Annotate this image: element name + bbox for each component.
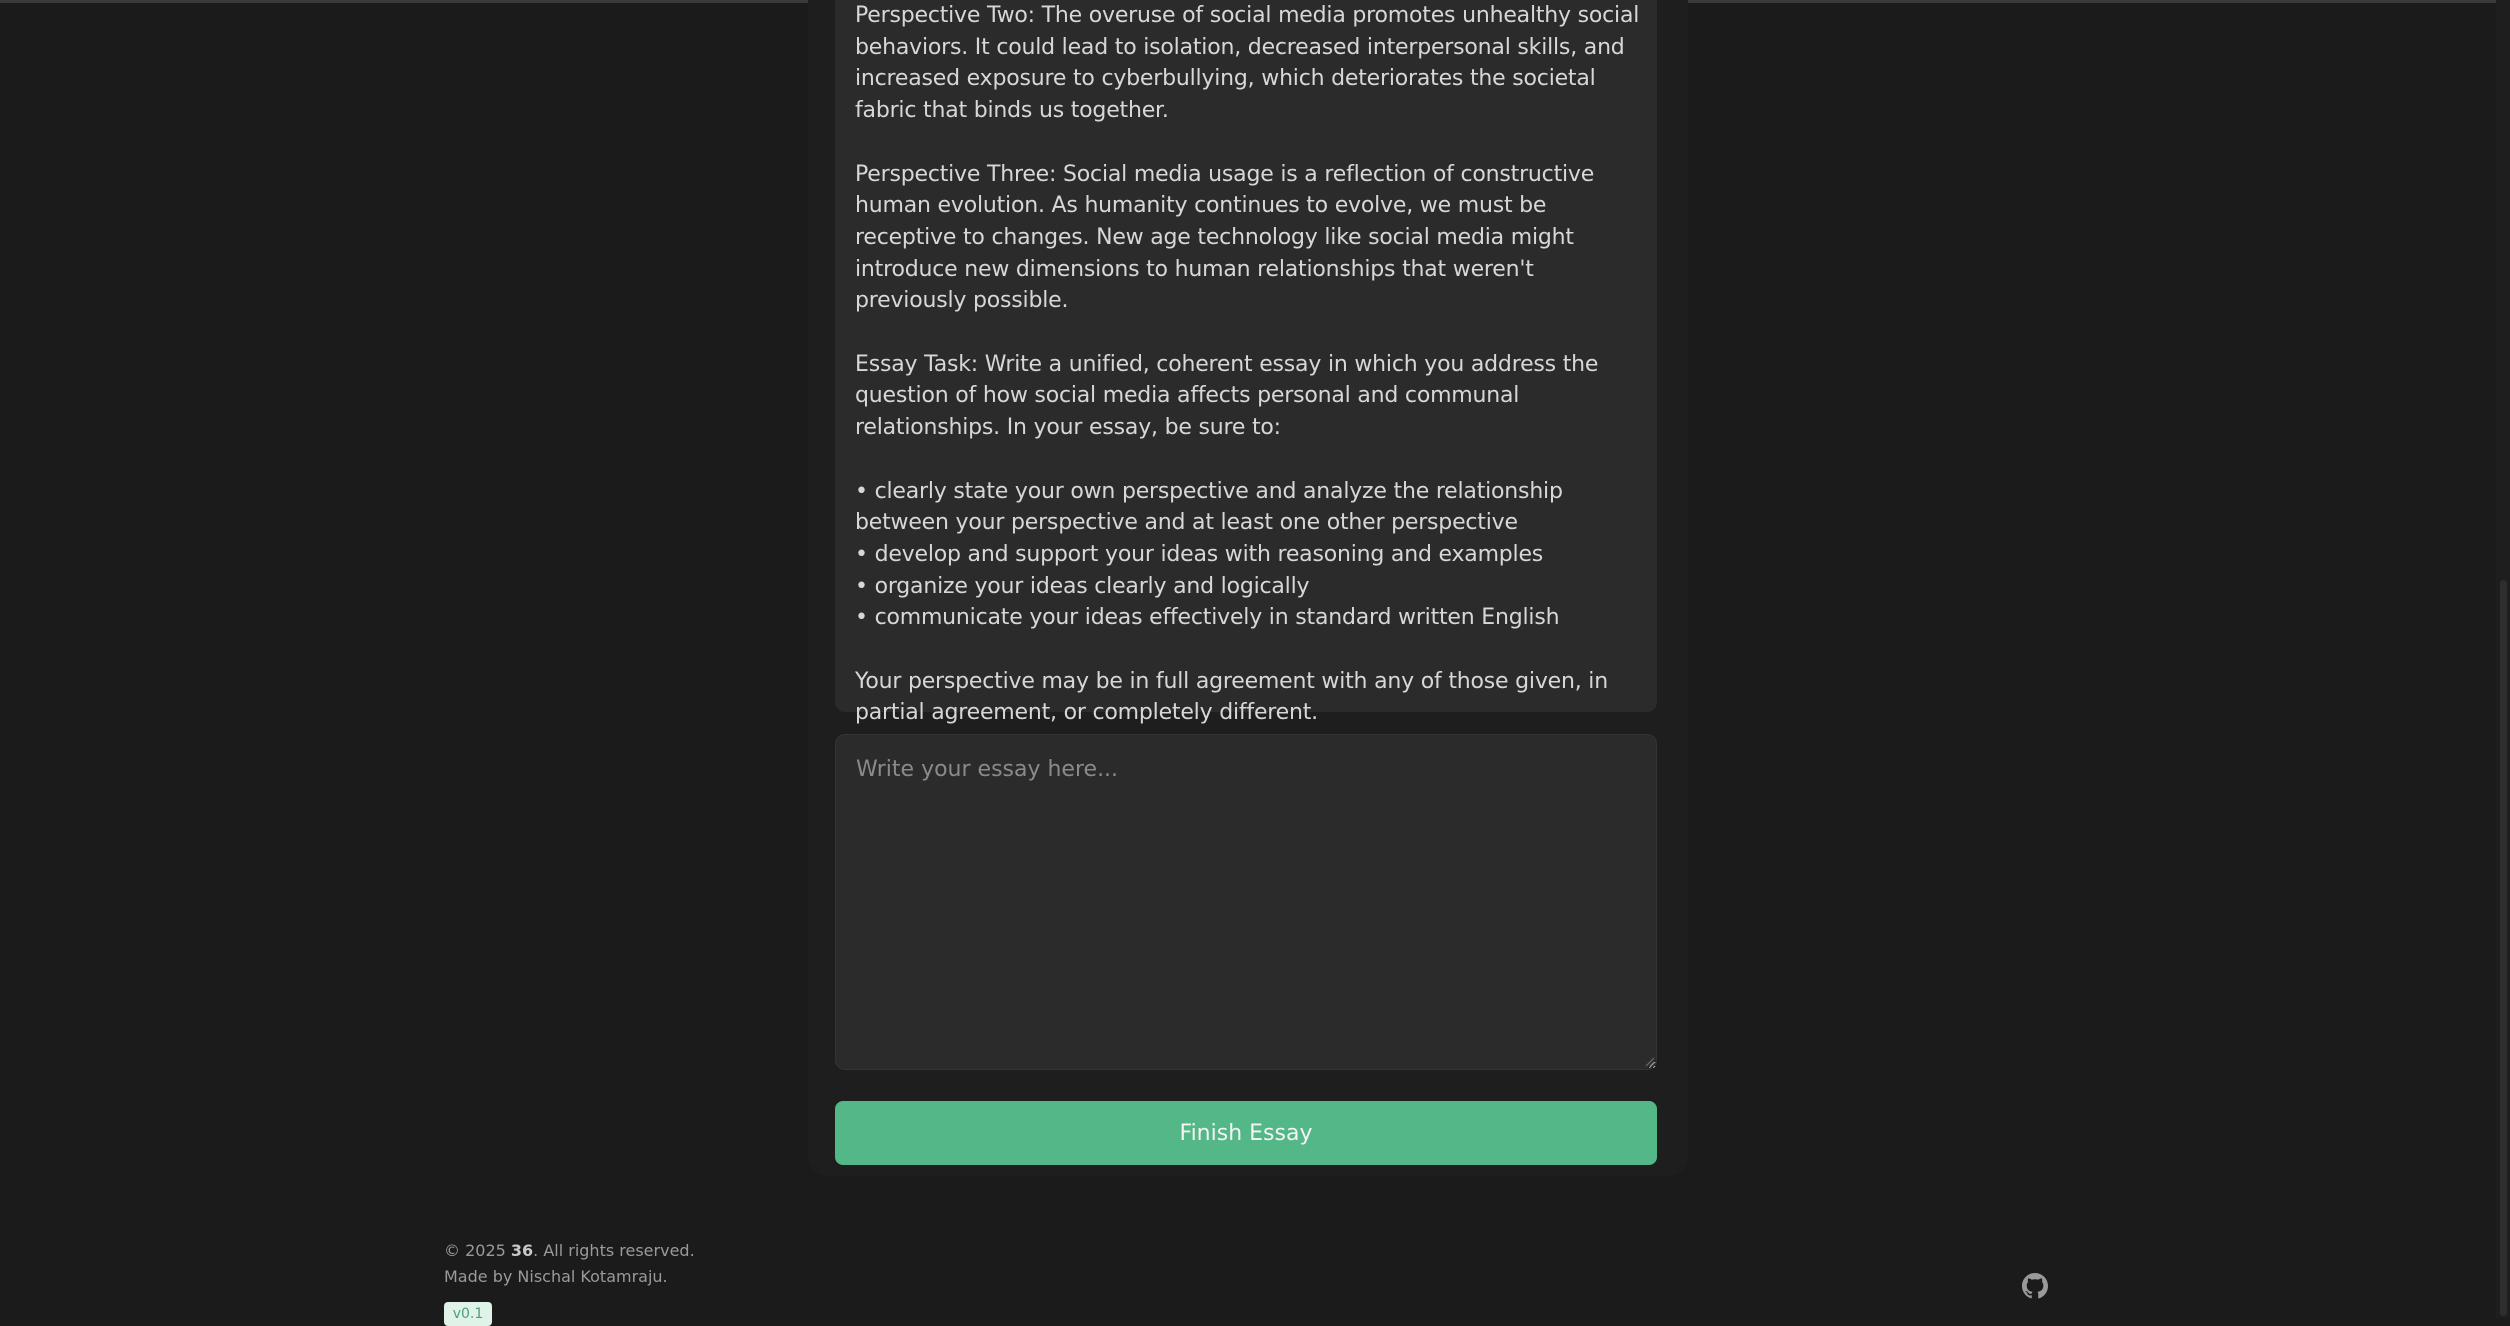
task-bullet-item: • develop and support your ideas with reasoning and examples [855, 541, 1544, 567]
github-icon [2022, 1273, 2048, 1299]
prompt-paragraph-perspective-two: Perspective Two: The overuse of social media promotes unhealthy social behaviors. It could lead to isolation, decreased interpersonal skills, and increased exposure to cyberbullying, which deteriorates the societal fabric that binds us together. [855, 3, 1640, 124]
essay-prompt-text [855, 0, 1645, 729]
task-bullet-list [855, 476, 1645, 635]
version-badge: v0.1 [444, 1302, 492, 1326]
task-bullet-item: • communicate your ideas effectively in standard written English [855, 605, 1560, 631]
finish-essay-button[interactable]: Finish Essay [835, 1101, 1657, 1165]
paragraph-gap [855, 317, 1645, 349]
task-bullet-item: • clearly state your own perspective and analyze the relationship between your perspective and at least one other perspective [855, 478, 1563, 536]
prompt-paragraph-essay-task: Essay Task: Write a unified, coherent essay in which you address the question of how social media affects personal and communal relationships. In your essay, be sure to: [855, 351, 1599, 441]
github-link[interactable] [2022, 1273, 2048, 1299]
footer-made-by: Made by Nischal Kotamraju. [444, 1267, 668, 1286]
paragraph-gap [855, 127, 1645, 159]
paragraph-gap [855, 634, 1645, 666]
footer-copyright [444, 1240, 695, 1262]
scrollbar-thumb[interactable] [2500, 580, 2507, 1316]
prompt-paragraph-perspective-note: Your perspective may be in full agreement with any of those given, in partial agreement, or completely different. [855, 668, 1608, 726]
essay-prompt-panel [835, 0, 1657, 726]
essay-textarea[interactable] [835, 734, 1657, 1070]
paragraph-gap [855, 444, 1645, 476]
resize-handle-icon[interactable] [1645, 1057, 1655, 1067]
brand-name: 36 [510, 1241, 534, 1260]
scrollbar[interactable] [2496, 0, 2510, 1318]
prompt-paragraph-perspective-three: Perspective Three: Social media usage is a reflection of constructive human evolution. As humanity continues to evolve, we must be receptive to changes. New age technology like social media might introduce new dimensions to human relationships that weren't previously possible. [855, 161, 1595, 314]
copyright-suffix: . All rights reserved. [533, 1241, 695, 1260]
copyright-prefix: © 2025 [444, 1241, 511, 1260]
task-bullet-item: • organize your ideas clearly and logically [855, 573, 1310, 599]
